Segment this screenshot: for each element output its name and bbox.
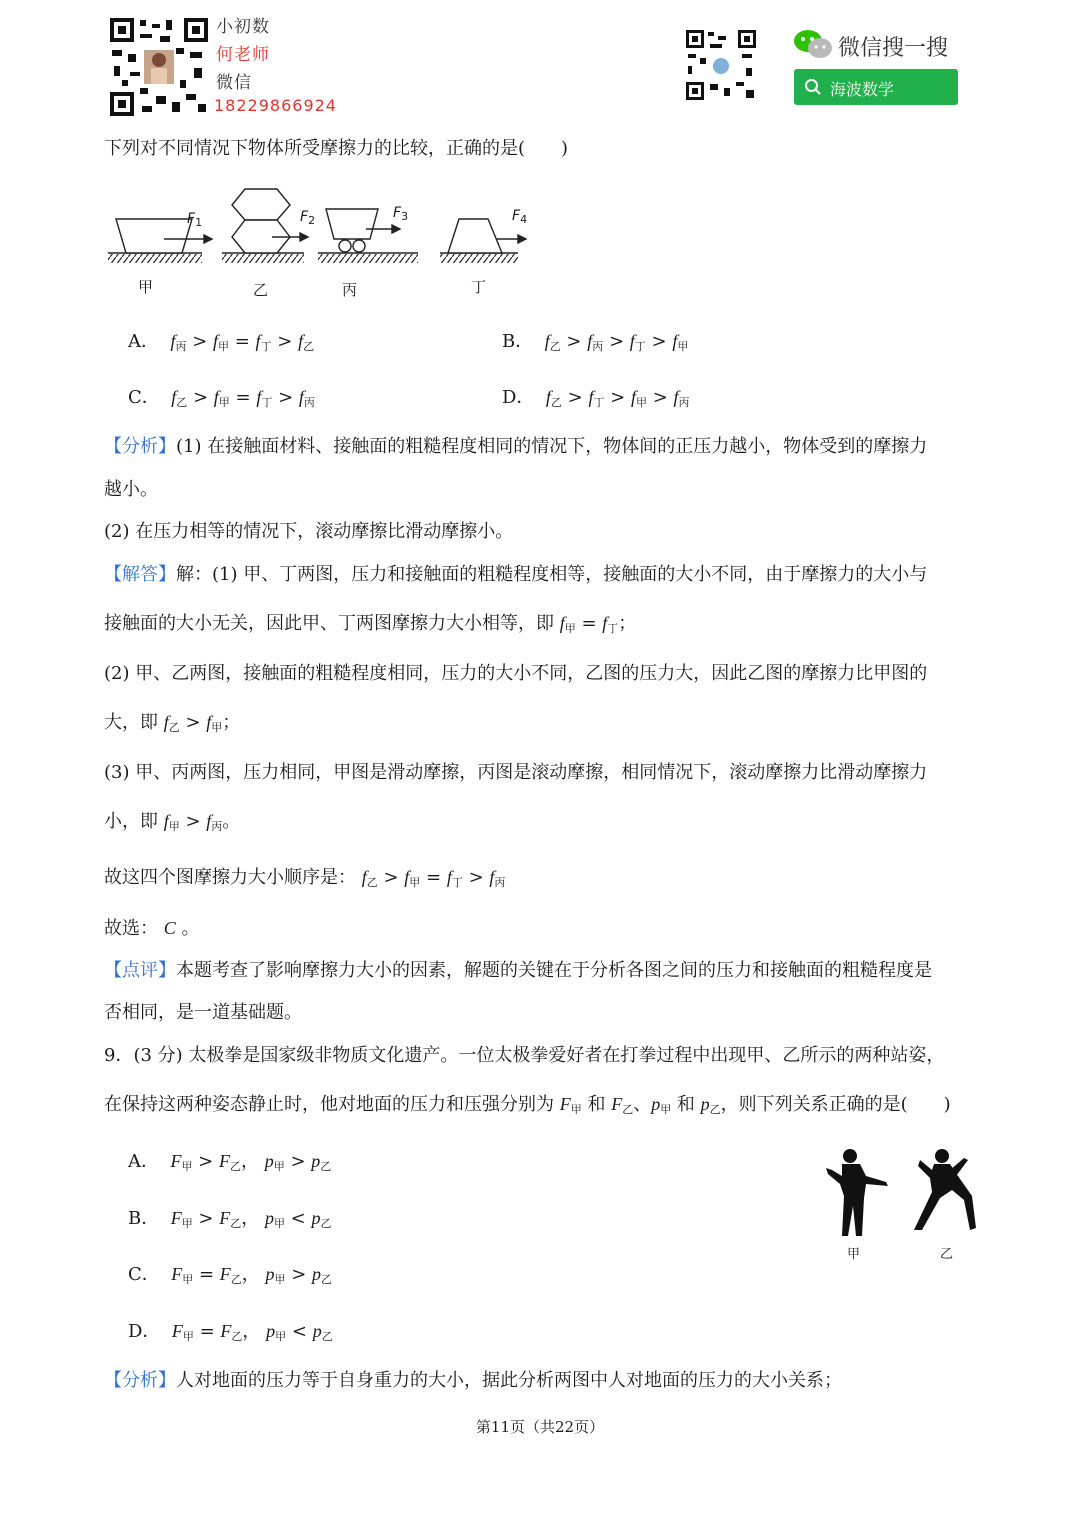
search-icon (804, 78, 822, 96)
taichi-label-jia: 甲 (847, 1247, 861, 1262)
q8-choose: 故选： C 。 (104, 918, 200, 939)
qr-caption-teacher: 何老师 (216, 45, 270, 65)
force-sub-2: 2 (308, 214, 316, 227)
q8-option-b[interactable]: B． $f_乙 > f_丙 > f_丁 > f_甲$ (502, 331, 689, 353)
force-label-2: F (300, 209, 309, 225)
q8-answer-line5: (3) 甲、丙两图，压力相同，甲图是滑动摩擦，丙图是滚动摩擦，相同情况下，滚动摩擦力比滑动摩擦力 (104, 762, 928, 783)
analysis-tag: 【分析】 (104, 1370, 176, 1391)
answer-tag: 【解答】 (104, 564, 176, 585)
force-sub-4: 4 (520, 213, 528, 226)
q8-option-c[interactable]: C． $f_乙 > f_甲 = f_丁 > f_丙$ (128, 387, 315, 409)
q8-option-a[interactable]: A． $f_丙 > f_甲 = f_丁 > f_乙$ (128, 331, 315, 353)
q8-answer-line6: 小，即 $f_甲 > f_丙$。 (104, 811, 241, 833)
force-sub-1: 1 (195, 216, 203, 229)
taichi-figure (822, 1146, 978, 1242)
analysis-tag: 【分析】 (104, 436, 176, 457)
q8-answer-line4: 大，即 $f_乙 > f_甲$； (104, 712, 241, 734)
q9-stem-line2: 在保持这两种姿态静止时，他对地面的压力和压强分别为 $F_甲$ 和 $F_乙$、$p_甲$ 和 $p_乙$，则下列关系正确的是( ) (104, 1094, 951, 1116)
qr-caption-wechat: 微信 (216, 73, 252, 93)
wechat-search-button[interactable] (794, 69, 958, 105)
comment-tag: 【点评】 (104, 960, 176, 981)
taichi-label-yi: 乙 (940, 1247, 954, 1262)
fig-label-yi: 乙 (253, 281, 269, 299)
force-label-3: F (393, 205, 402, 221)
qr-code-left (110, 18, 208, 116)
wechat-search-title: 微信搜一搜 (838, 36, 949, 61)
qr-caption-subject: 小初数 (216, 17, 270, 37)
qr-caption-phone: 18229866924 (214, 96, 337, 115)
fig-label-ding: 丁 (471, 278, 487, 296)
force-label-1: F (187, 211, 196, 227)
q8-answer-line3: (2) 甲、乙两图，接触面的粗糙程度相同，压力的大小不同，乙图的压力大，因此乙图的摩擦力比甲图的 (104, 663, 928, 684)
q8-friction-figure (104, 185, 534, 297)
wechat-logo-icon (793, 28, 833, 60)
q9-option-c[interactable]: C． $F_甲 = F_乙$， $p_甲 > p_乙$ (128, 1264, 333, 1286)
q8-stem: 下列对不同情况下物体所受摩擦力的比较，正确的是( ) (104, 138, 569, 159)
q8-analysis-line3: (2) 在压力相等的情况下，滚动摩擦比滑动摩擦小。 (104, 521, 514, 542)
q8-comment-line1: 【点评】本题考查了影响摩擦力大小的因素，解题的关键在于分析各图之间的压力和接触面的粗糙程度是 (104, 960, 932, 981)
qr-code-right (686, 30, 756, 100)
q8-order: 故这四个图摩擦力大小顺序是： $f_乙 > f_甲 = f_丁 > f_丙$ (104, 867, 506, 889)
q8-option-d[interactable]: D． $f_乙 > f_丁 > f_甲 > f_丙$ (502, 387, 690, 409)
q9-option-a[interactable]: A． $F_甲 > F_乙$， $p_甲 > p_乙$ (128, 1151, 332, 1173)
q8-analysis-line1: 【分析】(1) 在接触面材料、接触面的粗糙程度相同的情况下，物体间的正压力越小，物体受到的摩擦力 (104, 436, 928, 457)
q9-analysis: 【分析】人对地面的压力等于自身重力的大小，据此分析两图中人对地面的压力的大小关系； (104, 1370, 842, 1391)
q9-option-b[interactable]: B． $F_甲 > F_乙$， $p_甲 < p_乙$ (128, 1208, 332, 1230)
q8-answer-line2: 接触面的大小无关，因此甲、丁两图摩擦力大小相等，即 $f_甲 = f_丁$； (104, 613, 637, 635)
force-sub-3: 3 (401, 210, 409, 223)
q8-comment-line2: 否相同，是一道基础题。 (104, 1002, 302, 1023)
q8-answer-line1: 【解答】解：(1) 甲、丁两图，压力和接触面的粗糙程度相等，接触面的大小不同，由于摩擦力的大小与 (104, 564, 928, 585)
fig-label-jia: 甲 (138, 278, 154, 296)
wechat-search-button-label: 海波数学 (830, 80, 895, 99)
q8-analysis-line2: 越小。 (104, 479, 158, 500)
force-label-4: F (512, 208, 521, 224)
fig-label-bing: 丙 (342, 281, 358, 299)
page-footer: 第11页（共22页） (475, 1418, 605, 1436)
q9-stem-line1: 9．(3 分) 太极拳是国家级非物质文化遗产。一位太极拳爱好者在打拳过程中出现甲、乙所示的两种站姿， (104, 1045, 945, 1066)
q9-option-d[interactable]: D． $F_甲 = F_乙$， $p_甲 < p_乙$ (128, 1321, 333, 1343)
